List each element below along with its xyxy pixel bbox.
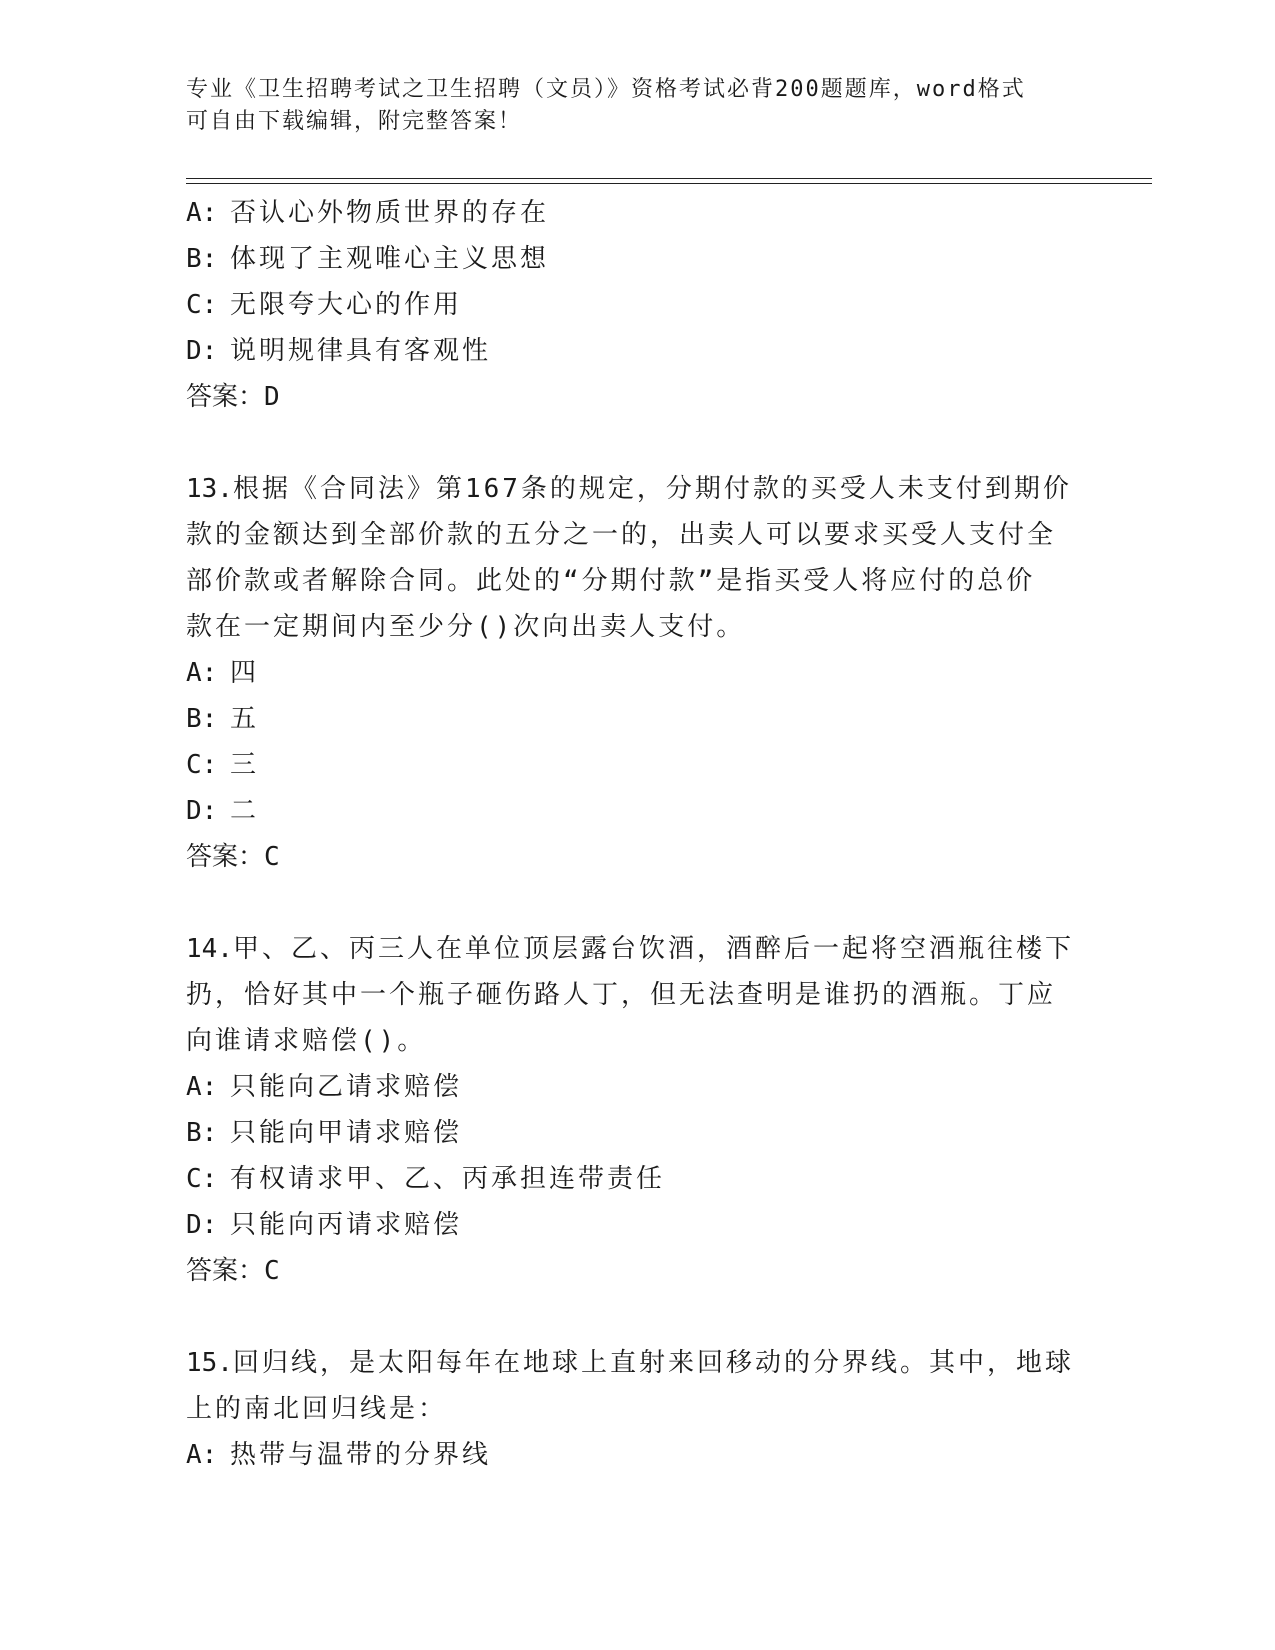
question-stem-line: 向谁请求赔偿()。 (186, 1026, 427, 1056)
option-c: C: 有权请求甲、乙、丙承担连带责任 (186, 1164, 666, 1194)
question-stem-line: 上的南北回归线是： (186, 1394, 448, 1424)
option-c: C: 无限夸大心的作用 (186, 290, 463, 320)
answer-line: 答案：C (186, 1256, 280, 1286)
option-d: D: 二 (186, 796, 260, 826)
question-12-options (186, 190, 1076, 420)
header-divider-bottom (186, 183, 1152, 184)
question-number: 15. (186, 1348, 233, 1378)
question-stem-line: 款在一定期间内至少分()次向出卖人支付。 (186, 612, 746, 642)
question-15 (186, 1340, 1076, 1478)
answer-value: C (264, 1256, 280, 1286)
question-13 (186, 466, 1076, 880)
document-header (186, 74, 1066, 138)
option-a: A: 否认心外物质世界的存在 (186, 198, 550, 228)
question-stem: 14.甲、乙、丙三人在单位顶层露台饮酒，酒醉后一起将空酒瓶往楼下 (186, 934, 1074, 964)
answer-line: 答案：D (186, 382, 280, 412)
question-stem-line: 扔，恰好其中一个瓶子砸伤路人丁，但无法查明是谁扔的酒瓶。丁应 (186, 980, 1057, 1010)
option-b: B: 五 (186, 704, 260, 734)
option-a: A: 只能向乙请求赔偿 (186, 1072, 463, 1102)
option-a: A: 热带与温带的分界线 (186, 1440, 492, 1470)
answer-line: 答案：C (186, 842, 280, 872)
question-stem-line: 部价款或者解除合同。此处的“分期付款”是指买受人将应付的总价 (186, 566, 1036, 596)
option-b: B: 只能向甲请求赔偿 (186, 1118, 463, 1148)
option-a: A: 四 (186, 658, 260, 688)
question-number: 13. (186, 474, 233, 504)
header-line-1: 专业《卫生招聘考试之卫生招聘（文员）》资格考试必背200题题库，word格式 (186, 77, 1026, 102)
answer-value: C (264, 842, 280, 872)
question-number: 14. (186, 934, 233, 964)
question-stem: 15.回归线，是太阳每年在地球上直射来回移动的分界线。其中，地球 (186, 1348, 1074, 1378)
option-b: B: 体现了主观唯心主义思想 (186, 244, 550, 274)
option-d: D: 只能向丙请求赔偿 (186, 1210, 463, 1240)
header-divider-top (186, 178, 1152, 179)
question-content (186, 190, 1076, 1478)
option-c: C: 三 (186, 750, 260, 780)
header-line-2: 可自由下载编辑，附完整答案！ (186, 109, 523, 134)
question-stem: 13.根据《合同法》第167条的规定，分期付款的买受人未支付到期价 (186, 474, 1072, 504)
question-14 (186, 926, 1076, 1294)
option-d: D: 说明规律具有客观性 (186, 336, 492, 366)
question-stem-line: 款的金额达到全部价款的五分之一的，出卖人可以要求买受人支付全 (186, 520, 1057, 550)
answer-value: D (264, 382, 280, 412)
